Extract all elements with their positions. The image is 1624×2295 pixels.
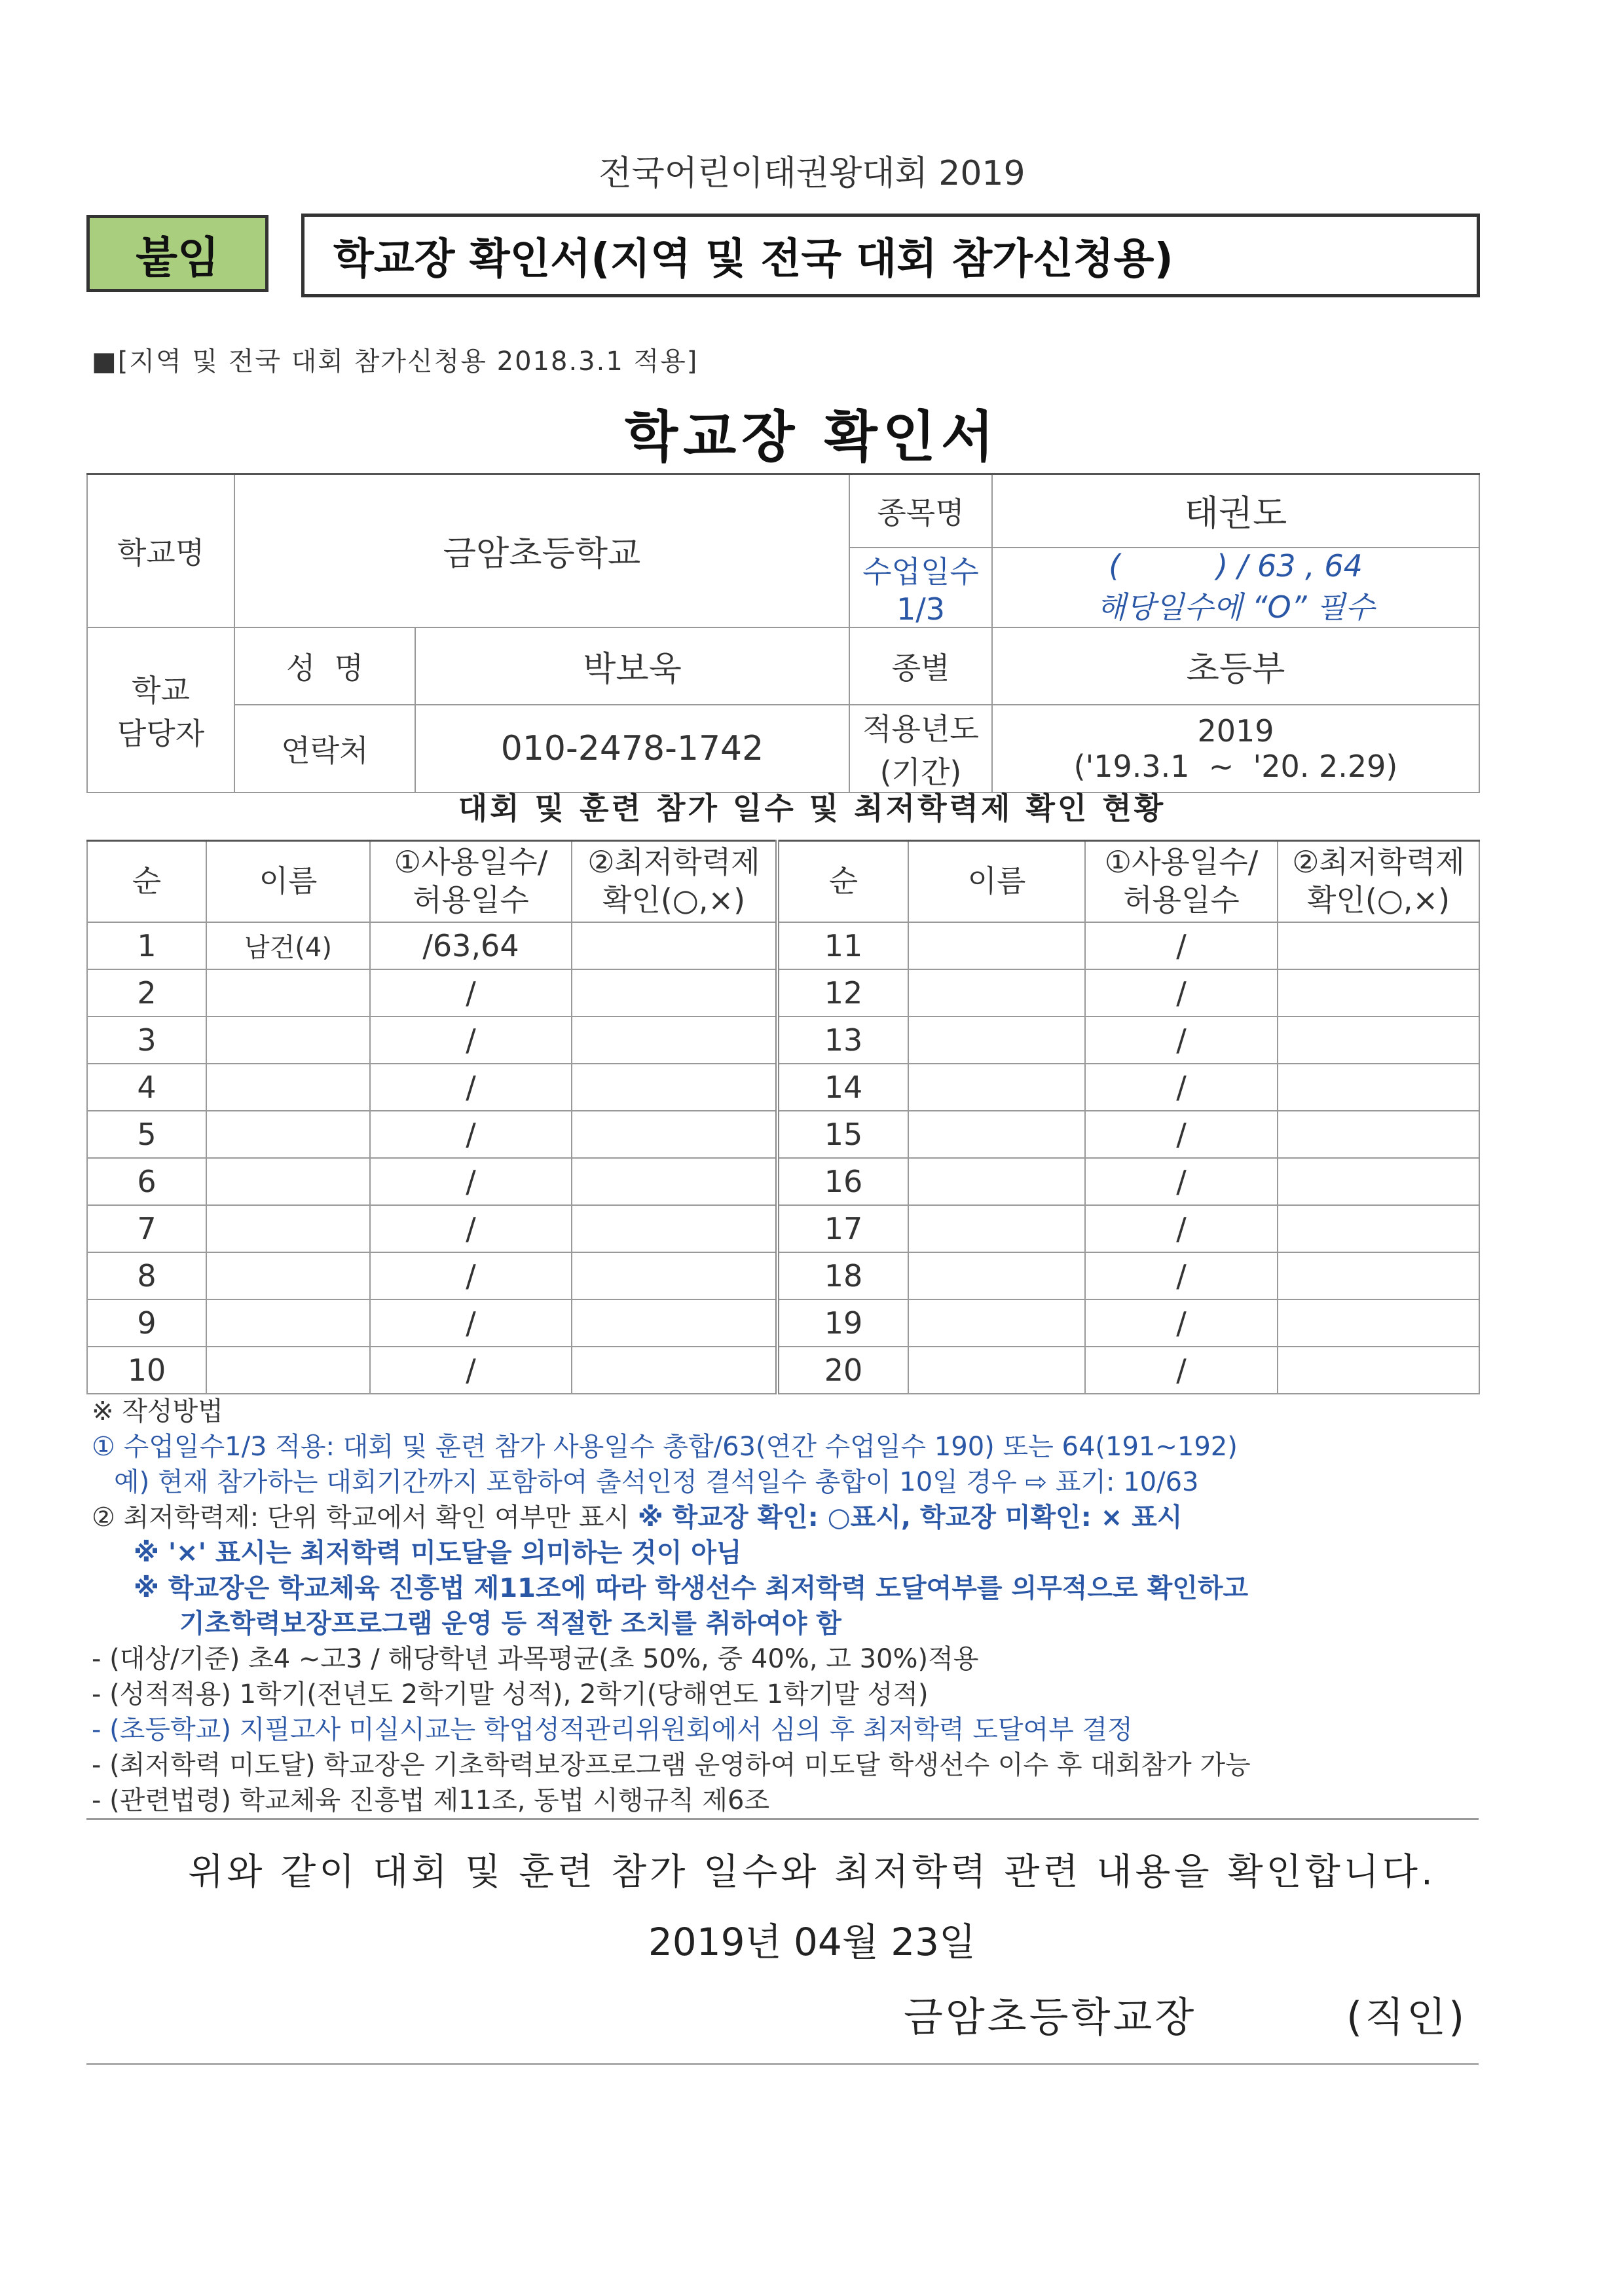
division-value: 초등부 bbox=[992, 627, 1479, 705]
student-name bbox=[908, 969, 1085, 1017]
guide-detail-3: - (초등학교) 지필고사 미실시교는 학업성적관리위원회에서 심의 후 최저학력 도달여부 결정 bbox=[92, 1715, 1133, 1745]
header-min-right-1: ②최저학력제 bbox=[1292, 844, 1465, 880]
student-name bbox=[206, 1347, 370, 1394]
guide-note-1-example: 예) 현재 참가하는 대회기간까지 포함하여 출석인정 결석일수 총합이 10일 경우 ⇨ 표기: 10/63 bbox=[114, 1467, 1199, 1497]
divider bbox=[86, 1818, 1479, 1820]
year-label bbox=[849, 705, 992, 793]
row-number: 5 bbox=[87, 1111, 206, 1158]
guide-detail-2: - (성적적용) 1학기(전년도 2학기말 성적), 2학기(당해연도 1학기말 성적) bbox=[92, 1679, 929, 1709]
days-used: / bbox=[370, 1111, 572, 1158]
table-row bbox=[87, 922, 1479, 969]
header-days bbox=[370, 841, 572, 922]
row-number: 1 bbox=[87, 922, 206, 969]
min-level-check bbox=[1278, 1158, 1479, 1205]
header-days-right-2: 허용일수 bbox=[1123, 882, 1240, 918]
min-level-check bbox=[1278, 1299, 1479, 1347]
days-used: / bbox=[1085, 1017, 1278, 1064]
table-row bbox=[87, 1347, 1479, 1394]
class-days-label-1: 수업일수 bbox=[862, 553, 979, 589]
school-name: 금암초등학교 bbox=[234, 474, 849, 627]
table-row bbox=[87, 1064, 1479, 1111]
table-row bbox=[87, 1111, 1479, 1158]
student-name bbox=[908, 1064, 1085, 1111]
min-level-check bbox=[1278, 1064, 1479, 1111]
student-name bbox=[908, 1252, 1085, 1299]
header-min-right bbox=[1278, 841, 1479, 922]
name-value: 박보욱 bbox=[415, 627, 849, 705]
guide-note-2 bbox=[92, 1500, 1500, 1535]
min-level-check bbox=[1278, 969, 1479, 1017]
contact-label: 연락처 bbox=[234, 705, 415, 793]
header-days-right-1: ①사용일수/ bbox=[1104, 844, 1259, 880]
min-level-check bbox=[1278, 1347, 1479, 1394]
class-days-value bbox=[992, 548, 1479, 627]
min-level-check bbox=[1278, 1111, 1479, 1158]
days-used: / bbox=[370, 1064, 572, 1111]
student-name bbox=[908, 1017, 1085, 1064]
attachment-label: 붙임 bbox=[86, 215, 268, 292]
days-used: / bbox=[1085, 1347, 1278, 1394]
min-level-check bbox=[1278, 1252, 1479, 1299]
row-number: 15 bbox=[777, 1111, 908, 1158]
student-name bbox=[908, 1158, 1085, 1205]
guide-note-2-text: ② 최저학력제: 단위 학교에서 확인 여부만 표시 bbox=[92, 1502, 638, 1533]
guide-detail-5: - (관련법령) 학교체육 진흥법 제11조, 동법 시행규칙 제6조 bbox=[92, 1785, 770, 1816]
row-number: 3 bbox=[87, 1017, 206, 1064]
days-used: / bbox=[370, 1299, 572, 1347]
min-level-check bbox=[572, 1064, 777, 1111]
class-days-label-2: 1/3 bbox=[896, 591, 946, 627]
student-name bbox=[206, 1111, 370, 1158]
min-level-check bbox=[572, 922, 777, 969]
row-number: 9 bbox=[87, 1299, 206, 1347]
min-level-check bbox=[572, 1299, 777, 1347]
manager-label-2: 담당자 bbox=[117, 715, 205, 751]
contact-value: 010-2478-1742 bbox=[415, 705, 849, 793]
min-level-check bbox=[572, 1158, 777, 1205]
header-days-1: ①사용일수/ bbox=[394, 844, 548, 880]
guide-note-2-warning: ※ '×' 표시는 최저학력 미도달을 의미하는 것이 아님 bbox=[134, 1538, 742, 1568]
row-number: 2 bbox=[87, 969, 206, 1017]
manager-label bbox=[87, 627, 234, 793]
row-number: 18 bbox=[777, 1252, 908, 1299]
table-row bbox=[87, 1252, 1479, 1299]
name-label: 성 명 bbox=[234, 627, 415, 705]
days-used: / bbox=[1085, 1205, 1278, 1252]
min-level-check bbox=[1278, 1205, 1479, 1252]
official-seal: (직인) bbox=[1346, 1993, 1467, 2041]
header-min-right-2: 확인(○,×) bbox=[1306, 882, 1450, 918]
days-used: / bbox=[370, 1347, 572, 1394]
guide-note-2-mark: ※ 학교장 확인: ○표시, 학교장 미확인: × 표시 bbox=[637, 1502, 1183, 1533]
days-used: / bbox=[1085, 969, 1278, 1017]
header-min bbox=[572, 841, 777, 922]
days-used: / bbox=[1085, 1158, 1278, 1205]
guide-detail-1: - (대상/기준) 초4 ~고3 / 해당학년 과목평균(초 50%, 중 40%, 고 30%)적용 bbox=[92, 1644, 979, 1674]
confirmation-statement: 위와 같이 대회 및 훈련 참가 일수와 최저학력 관련 내용을 확인합니다. bbox=[188, 1851, 1436, 1894]
row-number: 12 bbox=[777, 969, 908, 1017]
guide-detail-4: - (최저학력 미도달) 학교장은 기초학력보장프로그램 운영하여 미도달 학생선수 이수 후 대회참가 가능 bbox=[92, 1750, 1251, 1780]
header-days-right bbox=[1085, 841, 1278, 922]
min-level-check bbox=[1278, 1017, 1479, 1064]
days-used: / bbox=[370, 1205, 572, 1252]
year-label-2: (기간) bbox=[879, 754, 962, 790]
year-value-1: 2019 bbox=[1197, 713, 1274, 749]
min-level-check bbox=[572, 969, 777, 1017]
row-number: 11 bbox=[777, 922, 908, 969]
status-caption: 대회 및 훈련 참가 일수 및 최저학력제 확인 현황 bbox=[458, 791, 1166, 826]
header-no: 순 bbox=[87, 841, 206, 922]
class-days-label bbox=[849, 548, 992, 627]
min-level-check bbox=[572, 1252, 777, 1299]
days-used: / bbox=[1085, 1299, 1278, 1347]
min-level-check bbox=[572, 1347, 777, 1394]
row-number: 14 bbox=[777, 1064, 908, 1111]
guide-note-1: ① 수업일수1/3 적용: 대회 및 훈련 참가 사용일수 총합/63(연간 수업일수 190) 또는 64(191~192) bbox=[92, 1432, 1238, 1462]
student-name bbox=[206, 1064, 370, 1111]
sport-label: 종목명 bbox=[849, 474, 992, 548]
days-used: / bbox=[370, 1158, 572, 1205]
year-label-1: 적용년도 bbox=[862, 711, 979, 747]
guide-heading: ※ 작성방법 bbox=[92, 1396, 223, 1427]
issue-date: 2019년 04월 23일 bbox=[648, 1920, 976, 1964]
days-used: / bbox=[1085, 1111, 1278, 1158]
form-title: 학교장 확인서 bbox=[624, 405, 1000, 469]
row-number: 6 bbox=[87, 1158, 206, 1205]
table-row bbox=[87, 1205, 1479, 1252]
class-days-value-1: ( ) / 63 , 64 bbox=[1109, 548, 1363, 584]
manager-label-1: 학교 bbox=[132, 672, 190, 708]
info-table bbox=[86, 473, 1480, 793]
row-number: 19 bbox=[777, 1299, 908, 1347]
days-used: / bbox=[1085, 1252, 1278, 1299]
header-name-right: 이름 bbox=[908, 841, 1085, 922]
table-row bbox=[87, 969, 1479, 1017]
min-level-check bbox=[572, 1111, 777, 1158]
sport-value: 태권도 bbox=[992, 474, 1479, 548]
student-name bbox=[206, 969, 370, 1017]
student-name bbox=[206, 1252, 370, 1299]
table-row bbox=[87, 1017, 1479, 1064]
year-value bbox=[992, 705, 1479, 793]
row-number: 17 bbox=[777, 1205, 908, 1252]
class-days-value-2: 해당일수에 “O” 필수 bbox=[1096, 589, 1375, 625]
header-min-1: ②최저학력제 bbox=[587, 844, 760, 880]
guide-note-2-duty: ※ 학교장은 학교체육 진흥법 제11조에 따라 학생선수 최저학력 도달여부를 의무적으로 확인하고 bbox=[134, 1573, 1249, 1603]
bottom-divider bbox=[86, 2063, 1479, 2065]
min-level-check bbox=[572, 1017, 777, 1064]
student-name bbox=[206, 1299, 370, 1347]
row-number: 8 bbox=[87, 1252, 206, 1299]
days-used: / bbox=[1085, 922, 1278, 969]
student-name bbox=[908, 1205, 1085, 1252]
days-used: /63,64 bbox=[370, 922, 572, 969]
document-title: 학교장 확인서(지역 및 전국 대회 참가신청용) bbox=[301, 214, 1480, 297]
row-number: 10 bbox=[87, 1347, 206, 1394]
student-name bbox=[908, 1347, 1085, 1394]
header-min-2: 확인(○,×) bbox=[602, 882, 746, 918]
header-no-right: 순 bbox=[777, 841, 908, 922]
student-name bbox=[908, 1111, 1085, 1158]
row-number: 13 bbox=[777, 1017, 908, 1064]
student-name bbox=[206, 1205, 370, 1252]
days-used: / bbox=[370, 969, 572, 1017]
principal-title: 금암초등학교장 bbox=[904, 1993, 1197, 2041]
student-name bbox=[206, 1017, 370, 1064]
student-name bbox=[206, 1158, 370, 1205]
days-used: / bbox=[1085, 1064, 1278, 1111]
division-label: 종별 bbox=[849, 627, 992, 705]
row-number: 4 bbox=[87, 1064, 206, 1111]
writing-guide bbox=[92, 1394, 1500, 1818]
row-number: 20 bbox=[777, 1347, 908, 1394]
min-level-check bbox=[572, 1205, 777, 1252]
row-number: 16 bbox=[777, 1158, 908, 1205]
header-days-2: 허용일수 bbox=[413, 882, 529, 918]
school-label: 학교명 bbox=[87, 474, 234, 627]
days-used: / bbox=[370, 1017, 572, 1064]
header-name: 이름 bbox=[206, 841, 370, 922]
year-value-2: ('19.3.1 ~ '20. 2.29) bbox=[1073, 748, 1398, 784]
guide-note-2-duty-cont: 기초학력보장프로그램 운영 등 적절한 조치를 취하여야 함 bbox=[179, 1609, 841, 1639]
table-row bbox=[87, 1299, 1479, 1347]
row-number: 7 bbox=[87, 1205, 206, 1252]
min-level-check bbox=[1278, 922, 1479, 969]
status-table bbox=[86, 840, 1480, 1394]
form-note: ■[지역 및 전국 대회 참가신청용 2018.3.1 적용] bbox=[92, 346, 699, 377]
table-row bbox=[87, 1158, 1479, 1205]
student-name: 남건(4) bbox=[206, 922, 370, 969]
student-name bbox=[908, 922, 1085, 969]
days-used: / bbox=[370, 1252, 572, 1299]
event-title: 전국어린이태권왕대회 2019 bbox=[599, 154, 1025, 193]
student-name bbox=[908, 1299, 1085, 1347]
